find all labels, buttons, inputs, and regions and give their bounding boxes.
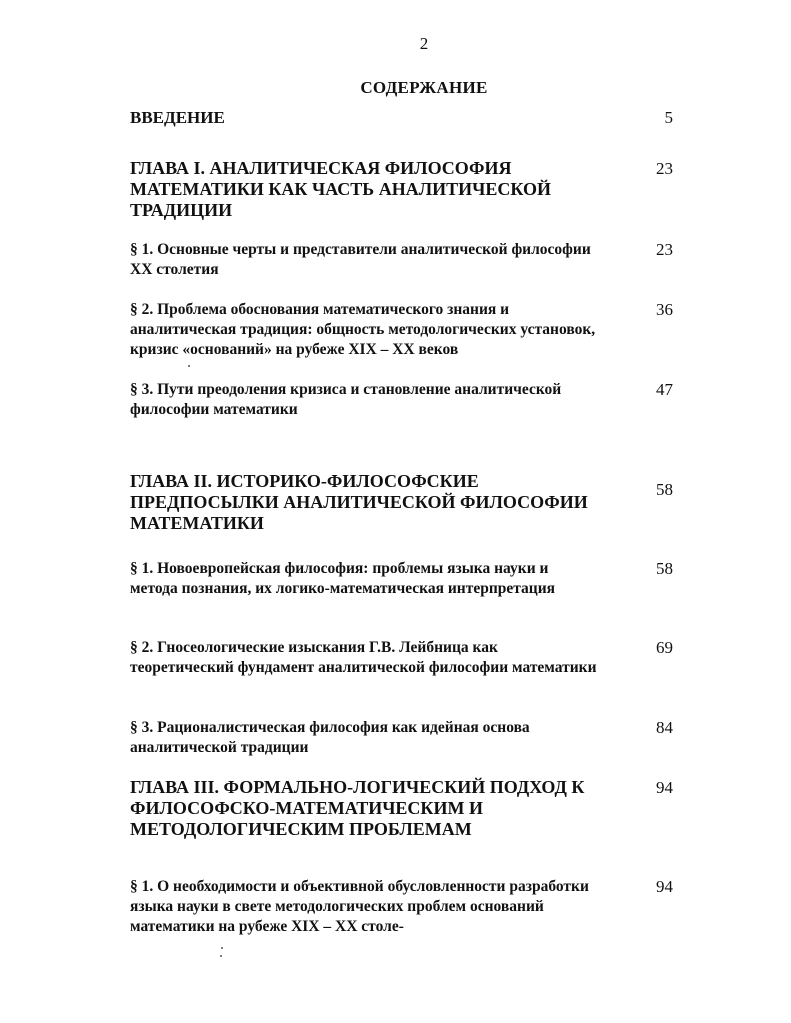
toc-page-ch2-s2: 69 bbox=[656, 638, 673, 657]
toc-page-chapter-3: 94 bbox=[656, 778, 673, 797]
toc-page-ch3-s1: 94 bbox=[656, 877, 673, 896]
toc-page-ch1-s2: 36 bbox=[656, 300, 673, 319]
toc-page-intro: 5 bbox=[664, 108, 673, 127]
scan-speck bbox=[188, 365, 190, 367]
toc-entry-chapter-2: ГЛАВА II. ИСТОРИКО-ФИЛОСОФСКИЕ ПРЕДПОСЫЛКИ АНАЛИТИЧЕСКОЙ ФИЛОСОФИИ МАТЕМАТИКИ bbox=[130, 471, 588, 533]
toc-entry-chapter-3: ГЛАВА III. ФОРМАЛЬНО-ЛОГИЧЕСКИЙ ПОДХОД К ФИЛОСОФСКО-МАТЕМАТИЧЕСКИМ И МЕТОДОЛОГИЧЕСКИМ ПРОБЛЕМАМ bbox=[130, 777, 585, 839]
toc-page-chapter-2: 58 bbox=[656, 480, 673, 499]
toc-page-ch1-s3: 47 bbox=[656, 380, 673, 399]
toc-title: СОДЕРЖАНИЕ bbox=[360, 78, 488, 97]
toc-page-ch1-s1: 23 bbox=[656, 240, 673, 259]
toc-entry-ch1-s2: § 2. Проблема обоснования математического знания и аналитическая традиция: общность методологических установок, кризис «оснований» на рубеже XIX – XX веков bbox=[130, 301, 596, 358]
scan-speck bbox=[220, 955, 222, 957]
page-number: 2 bbox=[419, 34, 429, 53]
toc-entry-ch1-s3: § 3. Пути преодоления кризиса и становление аналитической философии математики bbox=[130, 381, 562, 418]
toc-page-ch2-s3: 84 bbox=[656, 718, 673, 737]
toc-entry-ch2-s1: § 1. Новоевропейская философия: проблемы языка науки и метода познания, их логико-математическая интерпретация bbox=[130, 560, 556, 597]
toc-entry-chapter-1: ГЛАВА I. АНАЛИТИЧЕСКАЯ ФИЛОСОФИЯ МАТЕМАТИКИ КАК ЧАСТЬ АНАЛИТИЧЕСКОЙ ТРАДИЦИИ bbox=[130, 158, 551, 220]
toc-entry-ch2-s3: § 3. Рационалистическая философия как идейная основа аналитической традиции bbox=[130, 719, 530, 756]
toc-page-chapter-1: 23 bbox=[656, 159, 673, 178]
toc-page-ch2-s1: 58 bbox=[656, 559, 673, 578]
toc-entry-intro: ВВЕДЕНИЕ bbox=[130, 108, 225, 127]
toc-entry-ch1-s1: § 1. Основные черты и представители аналитической философии XX столетия bbox=[130, 241, 591, 278]
toc-entry-ch3-s1: § 1. О необходимости и объективной обусловленности разработки языка науки в свете методологических проблем оснований математики на рубеже XIX – XX столе- bbox=[130, 878, 589, 935]
toc-entry-ch2-s2: § 2. Гносеологические изыскания Г.В. Лейбница как теоретический фундамент аналитической философии математики bbox=[130, 639, 597, 676]
scan-speck bbox=[221, 947, 223, 949]
